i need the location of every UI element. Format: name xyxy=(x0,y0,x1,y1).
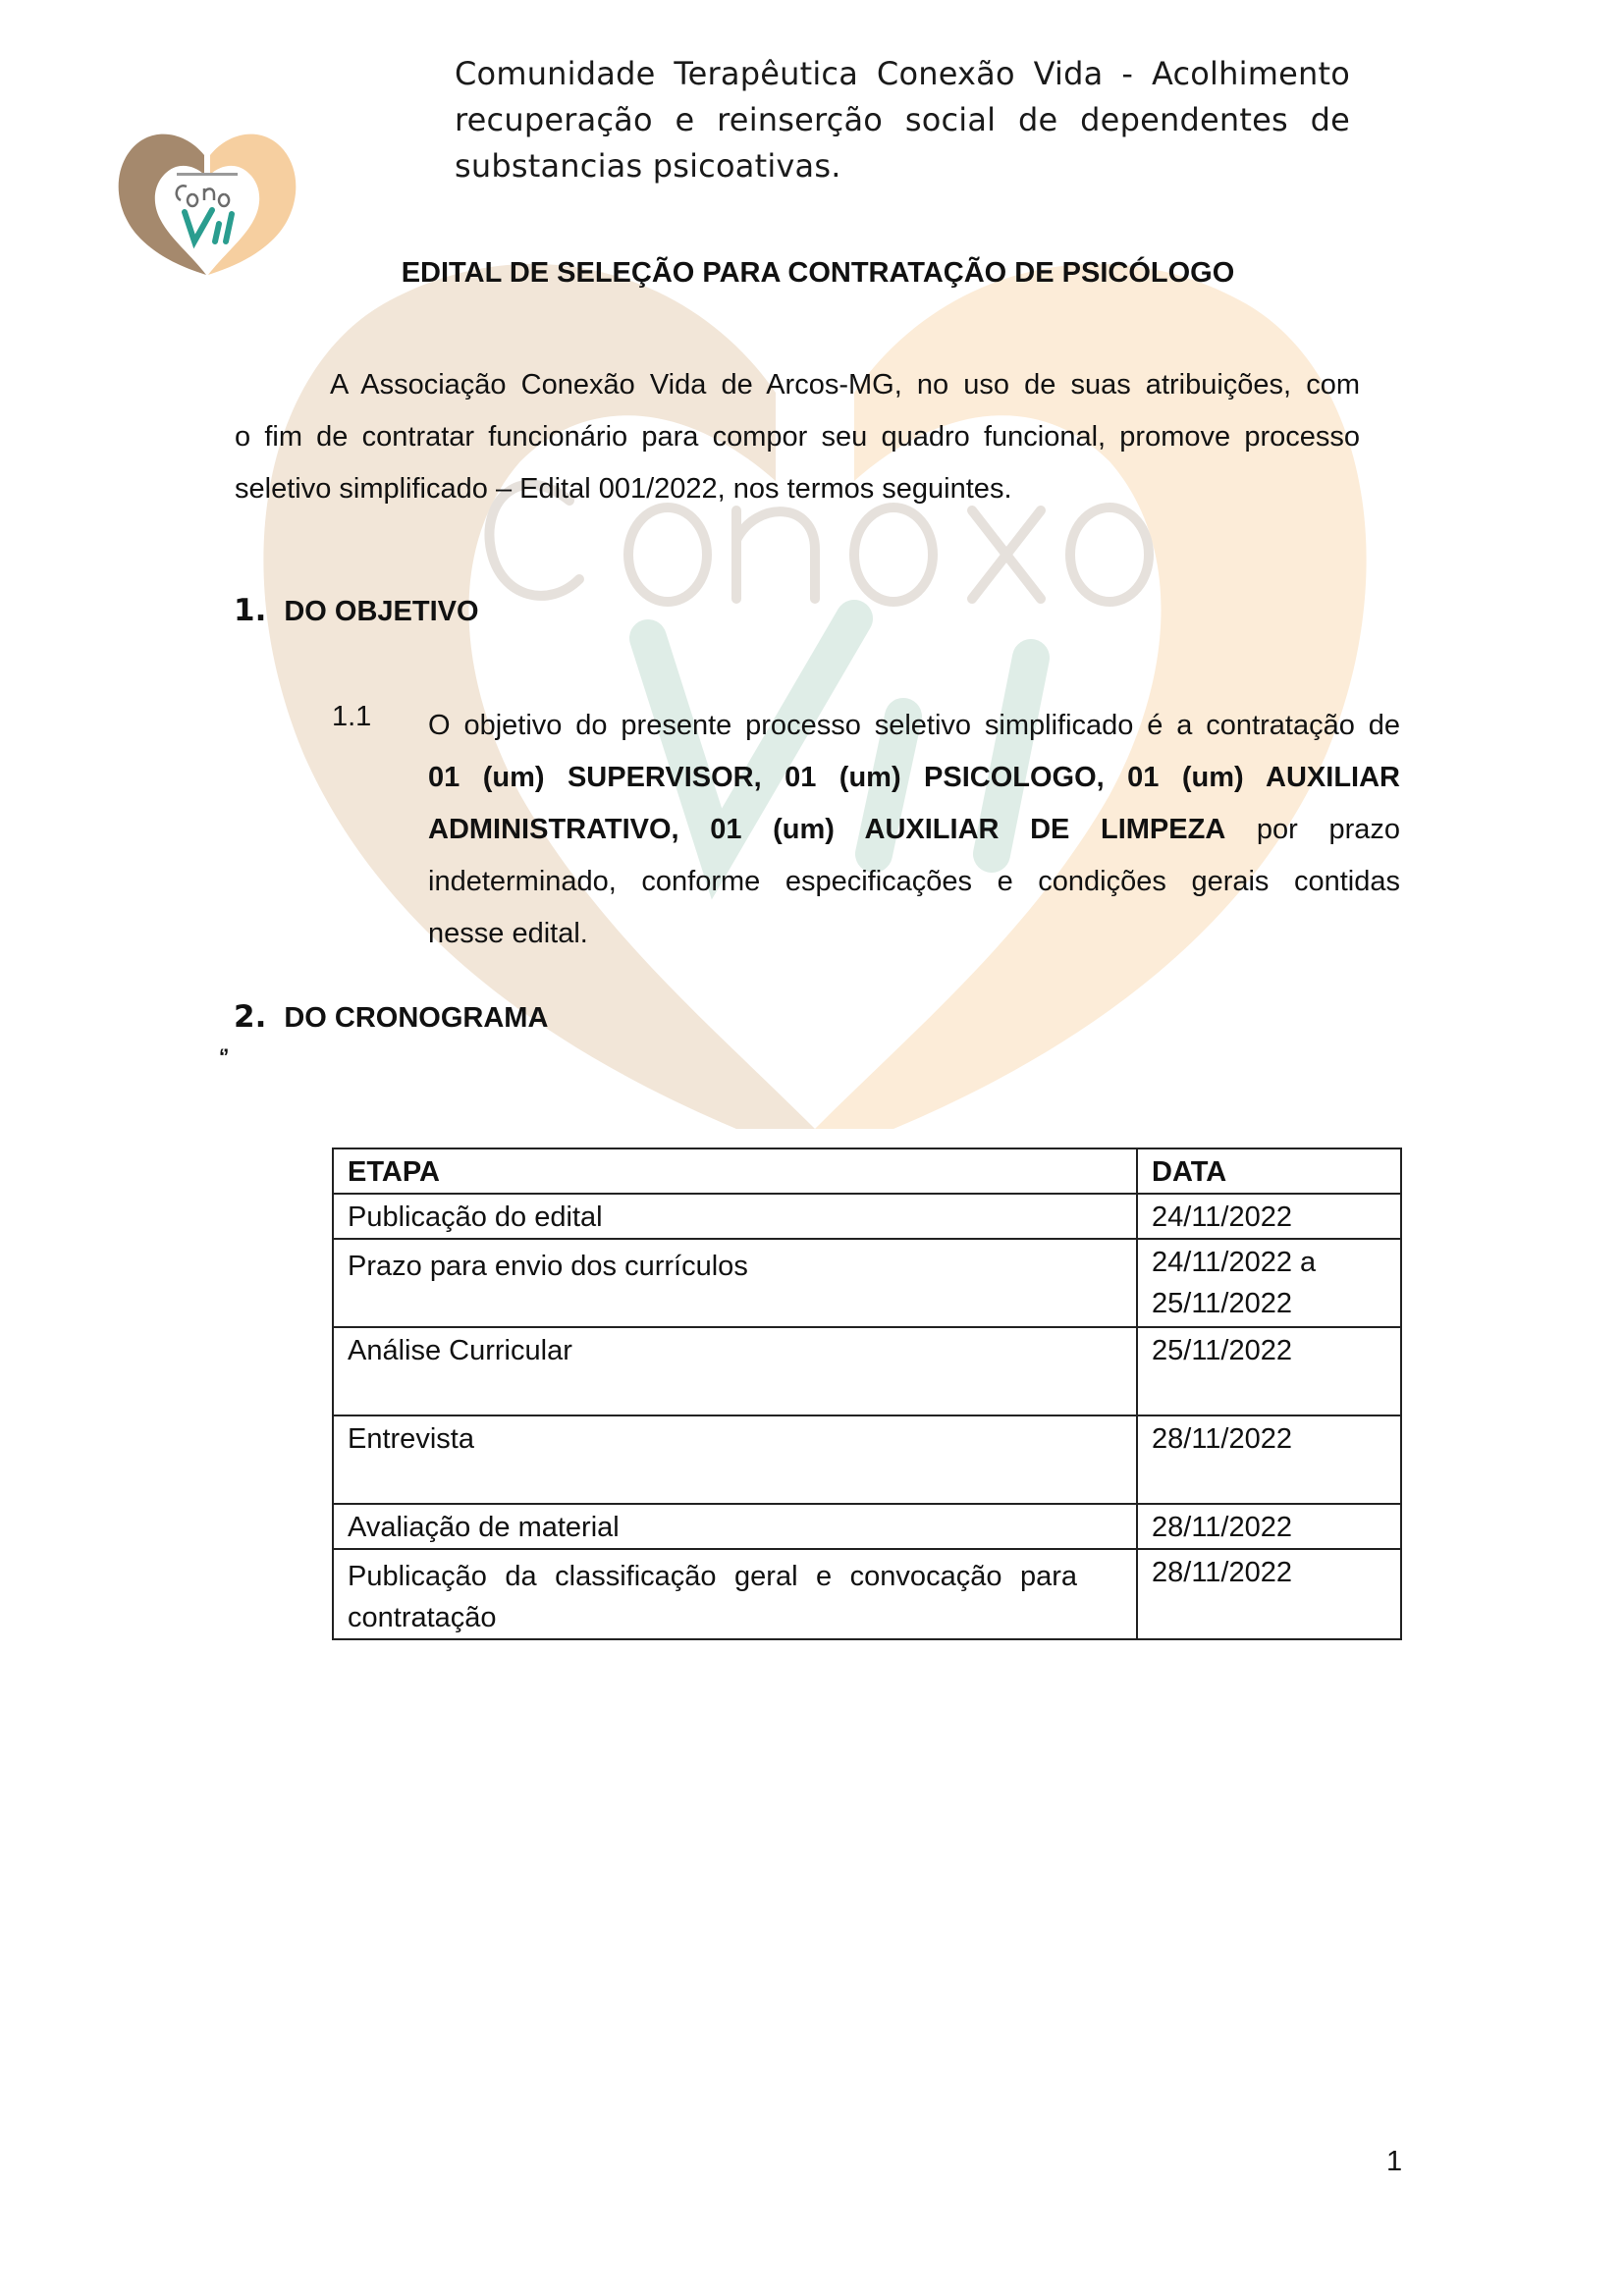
positions-bold: 01 (um) SUPERVISOR, 01 (um) PSICOLOGO, 01 (um) AUXILIAR xyxy=(428,762,1400,793)
section-number: 2. xyxy=(234,999,267,1035)
paragraph-line xyxy=(428,752,1400,804)
paragraph-line: indeterminado, conforme especificações e condições gerais contidas xyxy=(428,866,1400,897)
table-row xyxy=(333,1194,1401,1239)
etapa-cell: Avaliação de material xyxy=(333,1504,1137,1549)
intro-line: seletivo simplificado – Edital 001/2022, nos termos seguintes. xyxy=(235,473,1012,505)
subsection-paragraph xyxy=(428,700,1400,960)
table-row xyxy=(333,1239,1401,1327)
table-row xyxy=(333,1327,1401,1415)
header-line: Comunidade Terapêutica Conexão Vida - Acolhimento xyxy=(455,55,1350,92)
data-cell: 24/11/2022 xyxy=(1137,1194,1401,1239)
data-cell: 24/11/2022 a 25/11/2022 xyxy=(1137,1239,1401,1327)
data-cell: 28/11/2022 xyxy=(1137,1415,1401,1504)
column-header-etapa: ETAPA xyxy=(333,1148,1137,1194)
etapa-cell: Publicação da classificação geral e convocação para contratação xyxy=(333,1549,1137,1639)
data-cell: 28/11/2022 xyxy=(1137,1549,1401,1639)
header-line: recuperação e reinserção social de dependentes de xyxy=(455,101,1350,138)
section-heading-objetivo xyxy=(234,593,479,628)
data-cell: 28/11/2022 xyxy=(1137,1504,1401,1549)
organization-header xyxy=(455,51,1350,189)
etapa-cell: Publicação do edital xyxy=(333,1194,1137,1239)
section-title: DO CRONOGRAMA xyxy=(284,1002,549,1034)
intro-line: A Associação Conexão Vida de Arcos-MG, no uso de suas atribuições, com xyxy=(330,369,1360,400)
positions-bold: ADMINISTRATIVO, 01 (um) AUXILIAR DE LIMPEZA xyxy=(428,814,1226,845)
schedule-table xyxy=(332,1148,1402,1640)
table-row xyxy=(333,1549,1401,1639)
section-heading-cronograma xyxy=(234,999,548,1035)
paragraph-line: nesse edital. xyxy=(428,918,588,949)
stray-quote-mark: ‘’ xyxy=(219,1044,228,1069)
data-cell: 25/11/2022 xyxy=(1137,1327,1401,1415)
column-header-data: DATA xyxy=(1137,1148,1401,1194)
etapa-cell: Prazo para envio dos currículos xyxy=(333,1239,1137,1327)
organization-logo xyxy=(116,126,298,275)
table-row xyxy=(333,1504,1401,1549)
table-header-row xyxy=(333,1148,1401,1194)
document-title: EDITAL DE SELEÇÃO PARA CONTRATAÇÃO DE PSICÓLOGO xyxy=(401,257,1235,289)
section-number: 1. xyxy=(234,593,267,628)
paragraph-text: por prazo xyxy=(1225,814,1400,845)
paragraph-line: O objetivo do presente processo seletivo simplificado é a contratação de xyxy=(428,710,1400,741)
page-number: 1 xyxy=(1386,2146,1403,2177)
etapa-cell: Análise Curricular xyxy=(333,1327,1137,1415)
subsection-number: 1.1 xyxy=(332,701,372,732)
table-row xyxy=(333,1415,1401,1504)
section-title: DO OBJETIVO xyxy=(284,596,479,627)
logo-lettering xyxy=(177,173,238,241)
intro-paragraph xyxy=(235,359,1360,515)
header-line: substancias psicoativas. xyxy=(455,147,841,185)
paragraph-line xyxy=(428,804,1400,856)
intro-line: o fim de contratar funcionário para compor seu quadro funcional, promove processo xyxy=(235,421,1360,453)
logo-left-hand-icon xyxy=(119,134,206,275)
etapa-cell: Entrevista xyxy=(333,1415,1137,1504)
